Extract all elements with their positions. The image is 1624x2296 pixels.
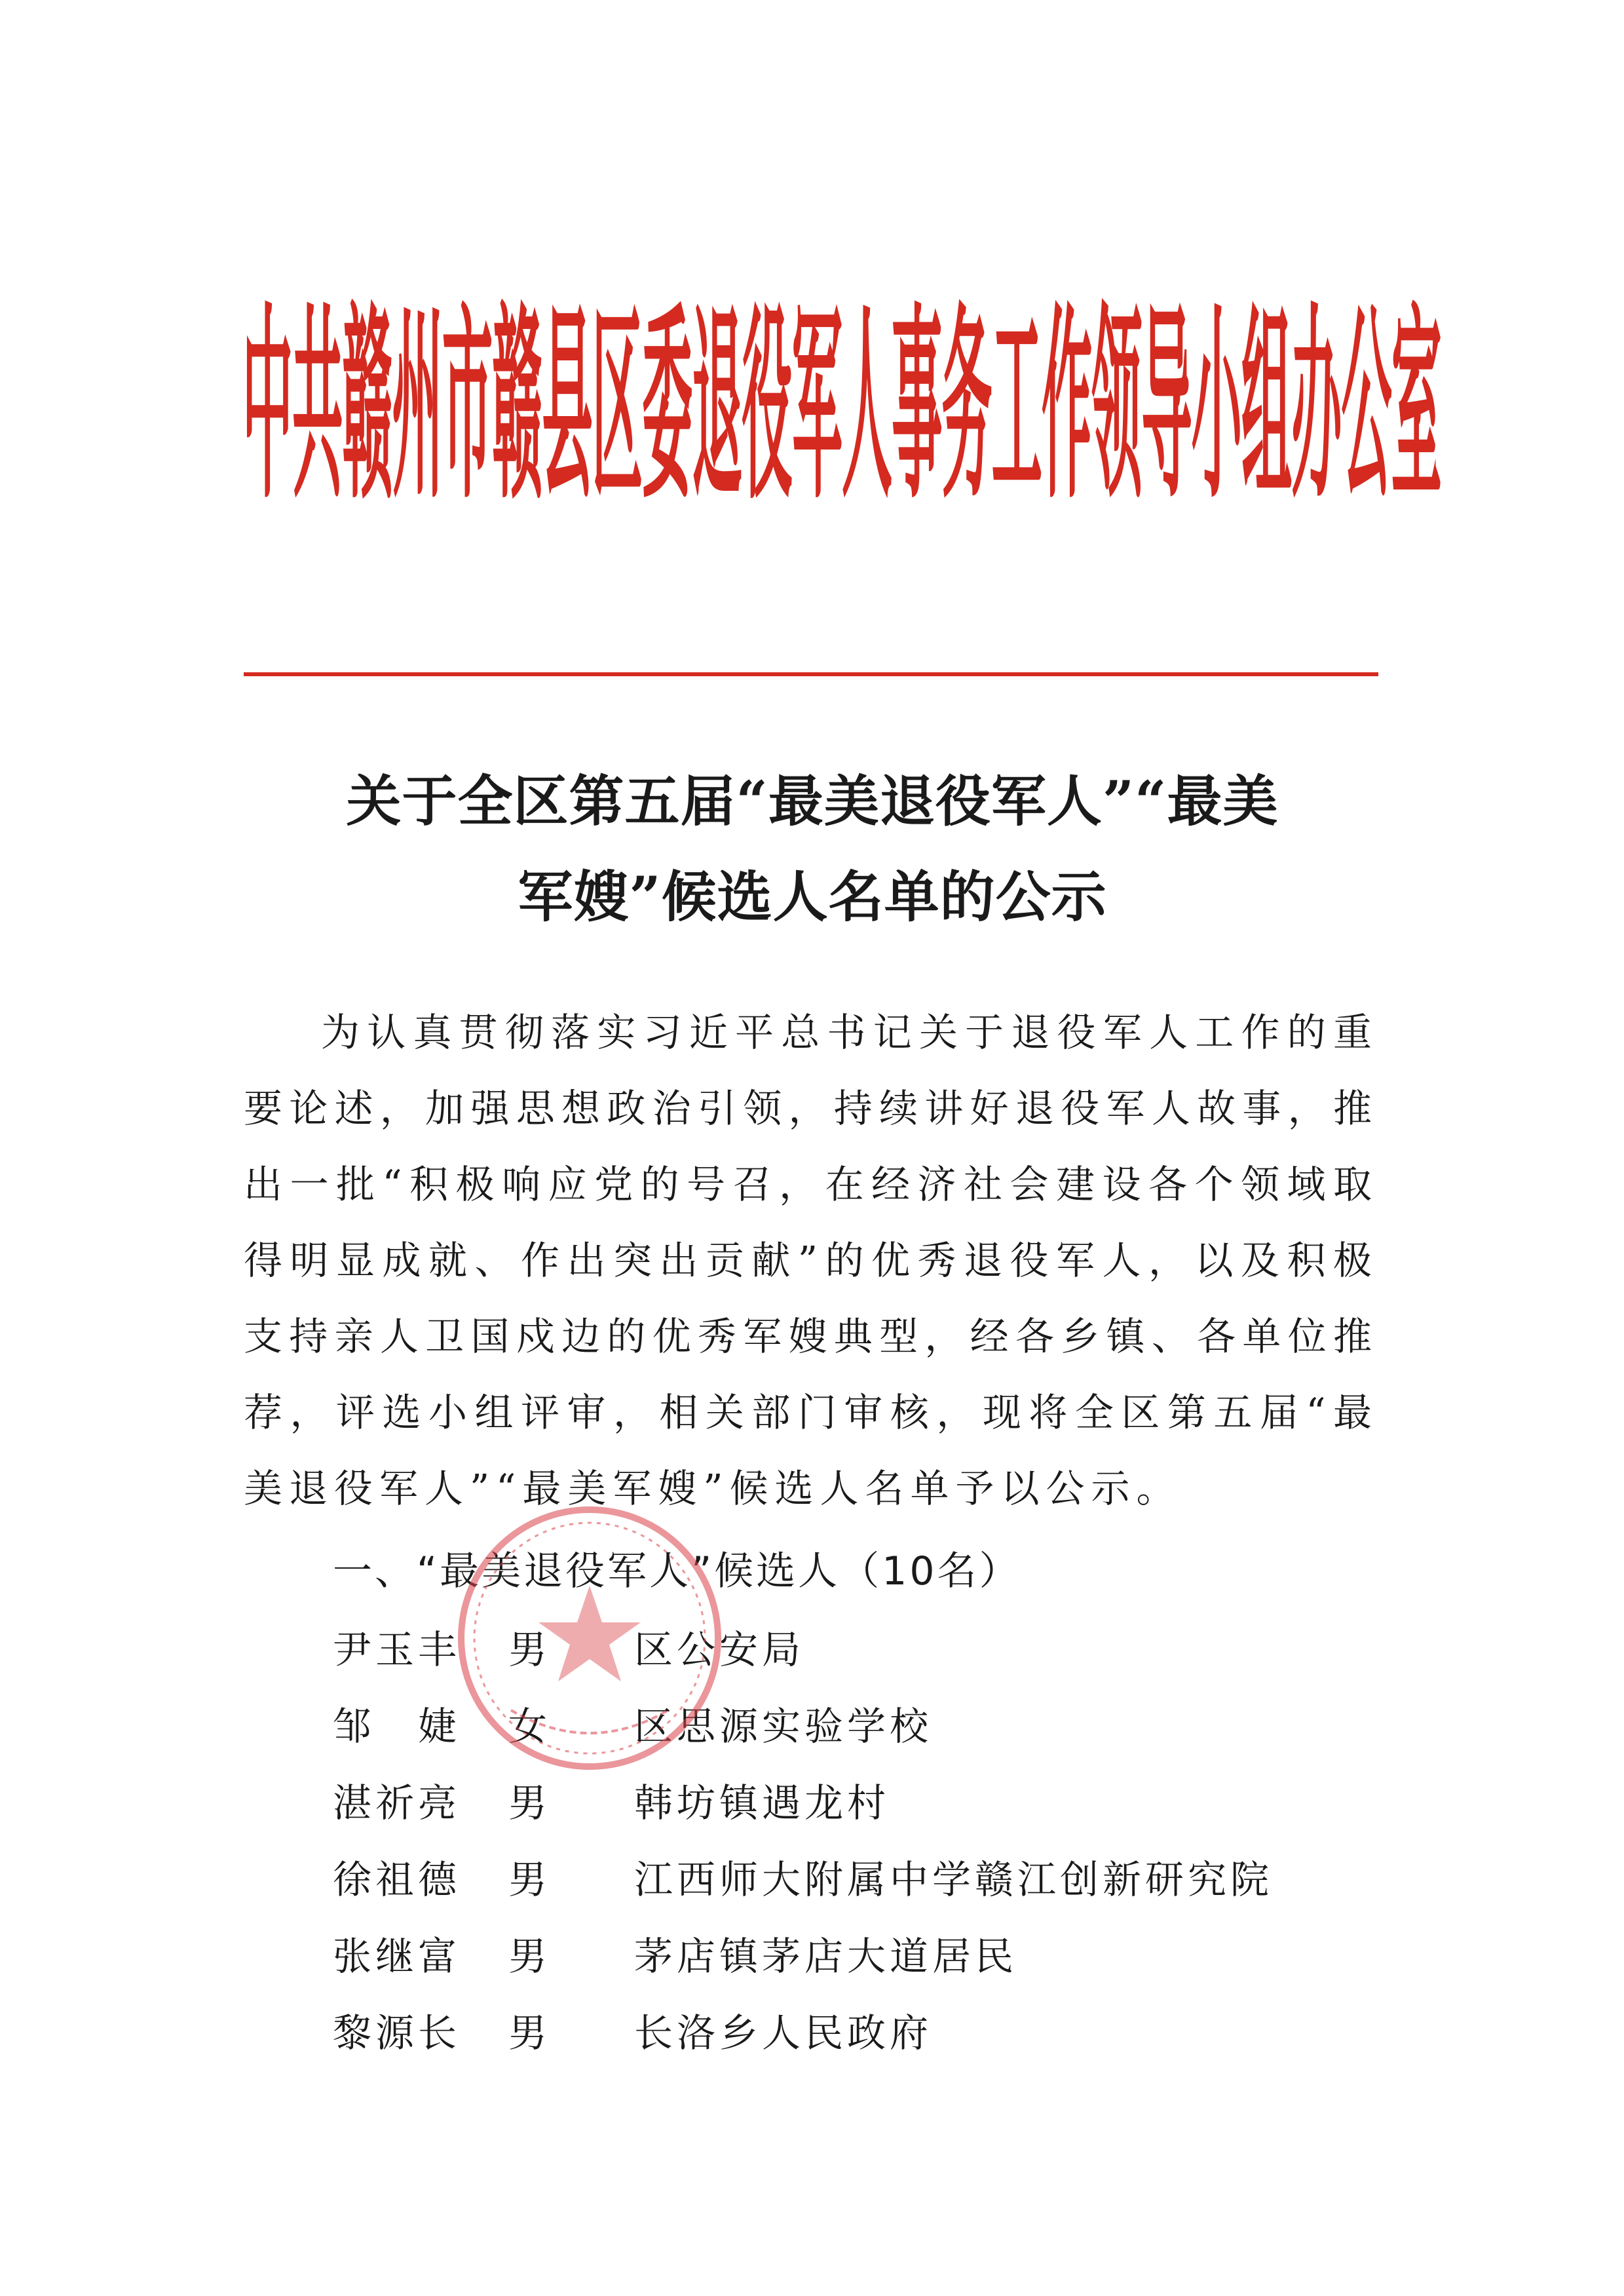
- letterhead: [242, 275, 1441, 537]
- candidate-gender: 女: [508, 1704, 552, 1749]
- candidate-unit: 长洛乡人民政府: [634, 2010, 933, 2056]
- candidate-name: 徐祖德: [333, 1857, 461, 1902]
- letterhead-red-rule: [244, 672, 1378, 676]
- candidate-unit: 区思源实验学校: [634, 1704, 933, 1749]
- document-title-line-1: 关于全区第五届“最美退役军人”“最美: [346, 769, 1279, 833]
- candidate-name: 张继富: [333, 1934, 461, 1979]
- candidate-row: [333, 1761, 1381, 1838]
- candidate-row: [333, 1685, 1381, 1761]
- candidate-unit: 韩坊镇遇龙村: [634, 1780, 890, 1826]
- candidate-row: [333, 1991, 1381, 2068]
- candidate-gender: 男: [508, 1627, 552, 1672]
- candidate-gender: 男: [508, 1934, 552, 1979]
- candidate-gender: 男: [508, 1857, 552, 1902]
- candidate-row: [333, 1608, 1381, 1685]
- candidate-name: 邹 婕: [333, 1704, 461, 1749]
- section-heading-candidates: 一、“最美退役军人”候选人（10名）: [333, 1548, 1021, 1594]
- candidate-gender: 男: [508, 2010, 552, 2056]
- candidate-list: [333, 1608, 1381, 2068]
- letterhead-organization: 中共赣州市赣县区委退役军人事务工作领导小组办公室: [242, 284, 1441, 527]
- candidate-name: 尹玉丰: [333, 1627, 461, 1672]
- candidate-row: [333, 1915, 1381, 1991]
- candidate-row: [333, 1838, 1381, 1915]
- candidate-unit: 茅店镇茅店大道居民: [634, 1934, 1018, 1979]
- candidate-name: 黎源长: [333, 2010, 461, 2056]
- document-title-line-2: 军嫂”候选人名单的公示: [518, 864, 1107, 929]
- document-title: [236, 754, 1389, 945]
- candidate-name: 湛祈亮: [333, 1780, 461, 1826]
- body-paragraph: 为认真贯彻落实习近平总书记关于退役军人工作的重要论述，加强思想政治引领，持续讲好退役军人故事，推出一批“积极响应党的号召，在经济社会建设各个领域取得明显成就、作出突出贡献”的优秀退役军人，以及积极支持亲人卫国戍边的优秀军嫂典型，经各乡镇、各单位推荐，评选小组评审，相关部门审核，现将全区第五届“最美退役军人”“最美军嫂”候选人名单予以公示。: [244, 1010, 1378, 1511]
- candidate-unit: 江西师大附属中学赣江创新研究院: [634, 1857, 1274, 1902]
- candidate-unit: 区公安局: [634, 1627, 805, 1672]
- candidate-gender: 男: [508, 1780, 552, 1826]
